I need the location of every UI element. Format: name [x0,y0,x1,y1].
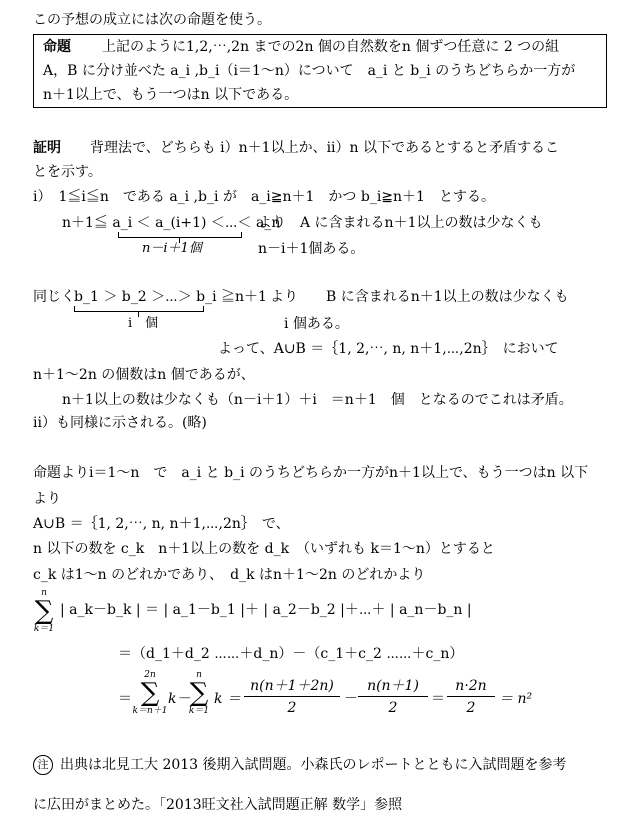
proof-case-1: i） 1≦i≦n である a_i ,b_i が a_i≧n＋1 かつ b_i≧n＋1 とする。 [33,189,495,205]
equation-3-prefix: ＝ [118,691,132,707]
intro-text: この予想の成立には次の命題を使う。 [33,12,271,28]
summation-2-upper: 2n [144,670,156,680]
derivation-line-4: n 以下の数を c_k n＋1以上の数を d_k （いずれも k＝1～n）とすると [33,541,495,557]
summation-symbol-3: n ∑ k＝1 [186,670,212,716]
underbrace-1-label: n－i＋1個 [142,241,202,256]
note-line-1: 出典は北見工大 2013 後期入試問題。小森氏のレポートとともに入試問題を参考 [60,757,567,773]
proof-chain-1-after: より A に含まれるn＋1以上の数は少なくも [258,215,543,231]
proposition-line-2: A，B に分け並べた a_i ,b_i（i＝1～n）について a_i と b_i のうちどちらか一方が [43,63,576,79]
fraction-2 [358,676,428,719]
underbrace-2-label: i 個 [128,316,159,331]
proof-line-2: とを示す。 [33,164,102,180]
summation-2-lower: k＝n＋1 [132,706,168,716]
derivation-line-1: 命題よりi＝1～n で a_i と b_i のうちどちらか一方がn＋1以上で、もう一つはn 以下 [33,465,589,481]
derivation-line-2: より [33,491,61,507]
equation-2: ＝（d_1＋d_2 ⋯⋯＋d_n）－（c_1＋c_2 ⋯⋯＋c_n） [118,646,464,662]
summation-3-lower: k＝1 [188,706,210,716]
proof-case-2: ii）も同様に示される。(略) [33,415,207,431]
equation-3-k1: k－ [168,691,191,707]
proof-chain-2-pre: 同じく [33,289,75,305]
summation-3-upper: n [196,670,202,680]
summation-symbol-1: n ∑ k＝1 [30,588,58,634]
note-line-2: に広田がまとめた。「2013旺文社入試問題正解 数学」参照 [33,797,403,813]
proof-count-2: i 個ある。 [284,316,349,332]
equation-3-minus: － [344,691,358,707]
fraction-2-denominator: 2 [388,700,398,716]
proof-contradiction: n＋1以上の数は少なくも（n－i＋1）＋i ＝n＋1 個 となるのでこれは矛盾。 [62,392,573,408]
summation-1-upper: n [41,588,47,598]
proposition-line-3: n＋1以上で、もう一つはn 以下である。 [43,87,299,103]
note-mark-icon: 注 [33,755,53,775]
fraction-2-numerator: n(n＋1) [358,676,428,697]
proof-chain-2: b_1 ＞ b_2 ＞⋯＞ b_i ≧n＋1 [74,289,267,305]
equation-3-result: ＝ n² [499,691,533,707]
underbrace-2 [74,306,204,312]
proposition-label: 命題 [43,39,71,55]
fraction-3-numerator: n·2n [447,676,495,697]
summation-symbol-2: 2n ∑ k＝n＋1 [132,670,168,716]
proof-label: 証明 [33,140,61,156]
proof-chain-1: n＋1≦ a_i ＜ a_(i+1) ＜⋯＜ a_n [62,215,281,231]
proof-count-1: n－i＋1個ある。 [258,241,365,257]
proposition-line-1: 上記のように1,2,⋯,2n までの2n 個の自然数をn 個ずつ任意に 2 つの組 [102,39,560,55]
fraction-1-denominator: 2 [287,700,297,716]
equation-3-k2: k ＝ [214,691,241,707]
proof-line-1: 背理法で、どちらも i）n＋1以上か、ii）n 以下であるとすると矛盾するこ [90,140,559,156]
proof-union-line-2: n＋1～2n の個数はn 個であるが、 [33,367,255,383]
equation-3-equals: ＝ [431,691,445,707]
fraction-3-denominator: 2 [466,700,476,716]
fraction-1-numerator: n(n＋1＋2n) [244,676,340,697]
derivation-line-5: c_k は1～n のどれかであり、 d_k はn＋1～2n のどれかより [33,567,426,583]
underbrace-1 [118,232,242,238]
derivation-line-3: A∪B ＝｛1, 2,⋯, n, n＋1,⋯,2n｝ で、 [33,516,290,532]
proof-union: よって、A∪B ＝｛1, 2,⋯, n, n＋1,⋯,2n｝ において [218,341,559,357]
fraction-3 [447,676,495,719]
fraction-1 [244,676,340,719]
sum-line: | a_k－b_k | ＝ | a_1－b_1 |＋ | a_2－b_2 |＋⋯＋ | a_n－b_n | [60,602,472,618]
summation-1-lower: k＝1 [33,624,55,634]
proof-chain-2-after: より B に含まれるn＋1以上の数は少なくも [270,289,569,305]
